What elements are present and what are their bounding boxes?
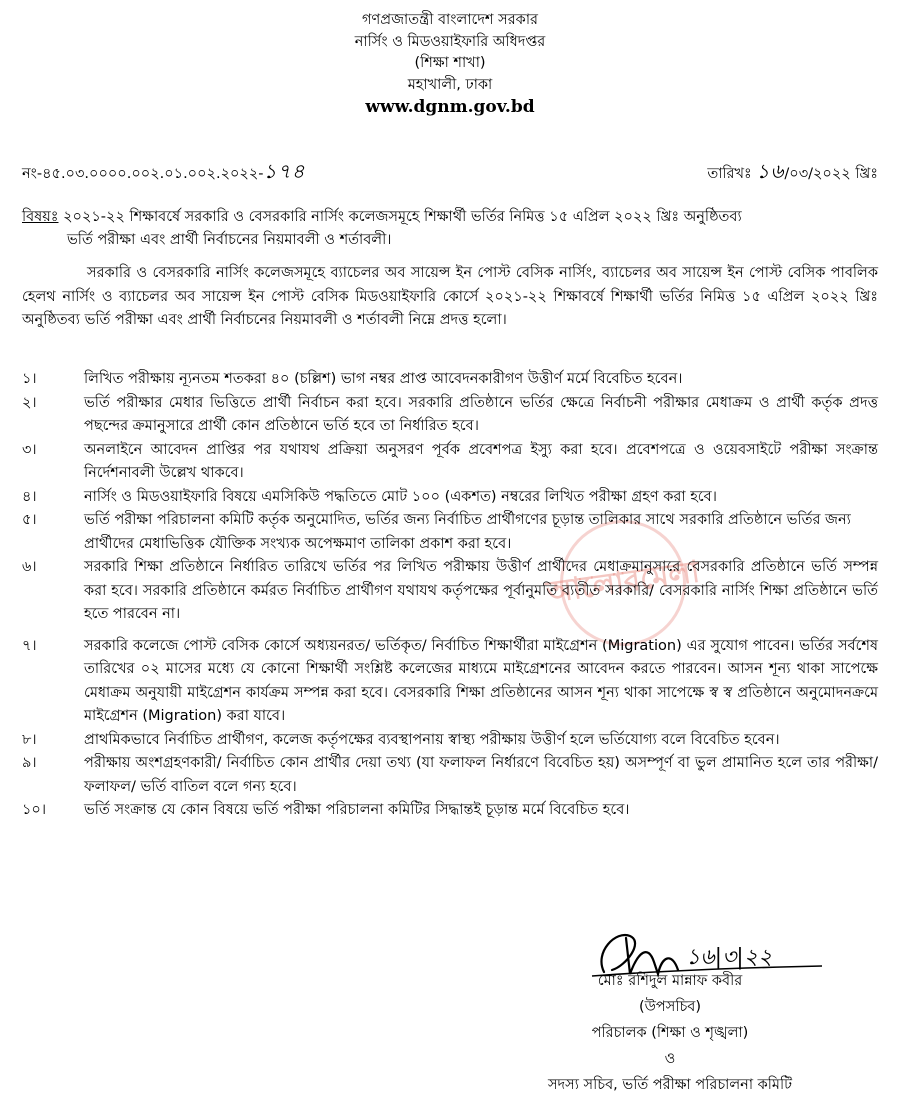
rule-item [22,635,878,729]
reference-number-printed: নং-৪৫.০৩.০০০০.০০২.০১.০০২.২০২২- [22,166,264,182]
rules-list [22,368,878,823]
rule-number: ২। [22,394,37,411]
rule-text-continued: প্রার্থীদের মেধাভিত্তিক যৌক্তিক সংখ্যক অপেক্ষমাণ তালিকা প্রকাশ করা হবে। [84,535,512,552]
signer-title-1: (উপসচিব) [638,999,702,1015]
rule-item [22,392,878,439]
signer-block [520,968,820,1098]
rule-number: ৬। [22,559,37,575]
reference-number [22,157,305,190]
rule-number: ৭। [22,637,37,654]
signer-name: মোঃ রশিদুল মান্নাফ কবীর [597,973,743,989]
rule-item [22,439,878,486]
rule-text: লিখিত পরীক্ষায় ন্যূনতম শতকরা ৪০ (চল্লিশ) ভাগ নম্বর প্রাপ্ত আবেদনকারীগণ উত্তীর্ণ মর্মে বিবেচিত হবেন। [84,371,683,387]
rule-number: ৫। [22,512,37,528]
rule-item [22,752,878,799]
rule-item [22,729,878,753]
directorate-name: নার্সিং ও মিডওয়াইফারি অধিদপ্তর [354,33,546,50]
rule-text: ভর্তি সংক্রান্ত যে কোন বিষয়ে ভর্তি পরীক্ষা পরিচালনা কমিটির সিদ্ধান্তই চূড়ান্ত মর্মে বিবেচিত হবে। [84,802,630,818]
signature-date: ১৬|৩|২২ [686,945,773,970]
date-label: তারিখঃ [707,166,752,182]
signer-and: ও [664,1051,676,1067]
section-name: (শিক্ষা শাখা) [414,55,486,71]
rule-item [22,556,878,627]
subject [22,206,878,252]
rule-text: ভর্তি পরীক্ষা পরিচালনা কমিটি কর্তৃক অনুমোদিত, ভর্তির জন্য নির্বাচিত প্রার্থীগণের চূড়ান্ত তালিকার সাথে সরকারি প্রতিষ্ঠানে ভর্তির জন্য [84,512,851,528]
rule-text: প্রাথমিকভাবে নির্বাচিত প্রার্থীগণ, কলেজ কর্তৃপক্ষের ব্যবস্থাপনায় স্বাস্থ্য পরীক্ষায় উত্তীর্ণ হলে ভর্তিযোগ্য বলে বিবেচিত হবেন। [84,731,780,748]
government-name: গণপ্রজাতন্ত্রী বাংলাদেশ সরকার [361,12,538,28]
issue-date [707,157,878,190]
reference-number-handwritten: ১৭৪ [263,159,306,183]
rule-text: সরকারি কলেজে পোস্ট বেসিক কোর্সে অধ্যয়নরত/ ভর্তিকৃত/ নির্বাচিত শিক্ষার্থীরা মাইগ্রেশন (Migration) এর সুযোগ পাবেন। ভর্তির সর্বশেষ তারিখের ০২ মাসের মধ্যে যে কোনো শিক্ষার্থী সংশ্লিষ্ট কলেজের মাধ্যমে মাইগ্রেশনের আবেদন করতে পারবেন। আসন শূন্য থাকা সাপেক্ষে মেধাক্রম অনুযায়ী মাইগ্রেশন কার্যক্রম সম্পন্ন করা হবে। বেসরকারি শিক্ষা প্রতিষ্ঠানের আসন শূন্য থাকা সাপেক্ষে স্ব স্ব প্রতিষ্ঠানে অনুমোদনক্রমে মাইগ্রেশন (Migration) করা যাবে। [84,637,878,724]
rule-item [22,486,878,510]
rule-item [22,509,878,556]
rule-number: ৮। [22,731,37,748]
website-link[interactable]: www.dgnm.gov.bd [365,97,535,117]
subject-line-1: ২০২১-২২ শিক্ষাবর্ষে সরকারি ও বেসরকারি নার্সিং কলেজসমূহে শিক্ষার্থী ভর্তির নিমিত্ত ১৫ এপ্রিল ২০২২ খ্রিঃ অনুষ্ঠিতব্য [58,209,742,225]
rule-number: ৪। [22,488,37,505]
rule-text: অনলাইনে আবেদন প্রাপ্তির পর যথাযথ প্রক্রিয়া অনুসরণ পূর্বক প্রবেশপত্র ইস্যু করা হবে। প্রবেশপত্রে ও ওয়েবসাইটে পরীক্ষা সংক্রান্ত নির্দেশনাবলী উল্লেখ থাকবে। [84,441,878,481]
signer-title-3: সদস্য সচিব, ভর্তি পরীক্ষা পরিচালনা কমিটি [547,1077,793,1093]
rule-text: পরীক্ষায় অংশগ্রহণকারী/ নির্বাচিত কোন প্রার্থীর দেয়া তথ্য (যা ফলাফল নির্ধারণে বিবেচিত হয়) অসম্পূর্ণ বা ভুল প্রামানিত হলে তার পরীক্ষা/ ফলাফল/ ভর্তি বাতিল বলে গন্য হবে। [84,755,878,795]
rule-number: ১। [22,371,37,387]
rule-item [22,799,878,823]
rule-number: ১০। [22,802,47,818]
rule-text: ভর্তি পরীক্ষার মেধার ভিত্তিতে প্রার্থী নির্বাচন করা হবে। সরকারি প্রতিষ্ঠানে ভর্তির ক্ষেত্রে নির্বাচনী পরীক্ষার মেধাক্রম ও প্রার্থী কর্তৃক প্রদত্ত পছন্দের ক্রমানুসারে প্রার্থী কোন প্রতিষ্ঠানে ভর্তি হবে তা নির্ধারিত হবে। [84,394,878,434]
rule-text: সরকারি শিক্ষা প্রতিষ্ঠানে নির্ধারিত তারিখে ভর্তির পর লিখিত পরীক্ষায় উত্তীর্ণ প্রার্থীদের মেধাক্রমানুসারে বেসরকারি প্রতিষ্ঠানে ভর্তি সম্পন্ন করা হবে। সরকারি প্রতিষ্ঠানে কর্মরত নির্বাচিত প্রার্থীগণ যথাযথ কর্তৃপক্ষের পূর্বানুমতি ব্যতীত সরকারি/ বেসরকারি নার্সিং শিক্ষা প্রতিষ্ঠানে ভর্তি হতে পারবেন না। [84,559,878,622]
rule-number: ৯। [22,755,37,771]
rule-number: ৩। [22,441,37,458]
rule-item [22,368,878,392]
letterhead [0,10,900,119]
date-rest: /০৩/২০২২ খ্রিঃ [784,166,878,182]
rule-text: নার্সিং ও মিডওয়াইফারি বিষয়ে এমসিকিউ পদ্ধতিতে মোট ১০০ (একশত) নম্বরের লিখিত পরীক্ষা গ্রহণ করা হবে। [84,488,717,505]
address: মহাখালী, ঢাকা [407,76,493,93]
intro-paragraph: সরকারি ও বেসরকারি নার্সিং কলেজসমূহে ব্যাচেলর অব সায়েন্স ইন পোস্ট বেসিক নার্সিং, ব্যাচেলর অব সায়েন্স ইন পোস্ট বেসিক পাবলিক হেলথ নার্সিং ও ব্যাচেলর অব সায়েন্স ইন পোস্ট বেসিক মিডওয়াইফারি কোর্সে ২০২১-২২ শিক্ষাবর্ষে শিক্ষার্থী ভর্তির নিমিত্ত ১৫ এপ্রিল ২০২২ খ্রিঃ অনুষ্ঠিতব্য ভর্তি পরীক্ষা এবং প্রার্থী নির্বাচনের নিয়মাবলী ও শর্তাবলী নিম্নে প্রদত্ত হলো। [22,265,878,328]
date-day-handwritten: ১৬ [756,159,785,183]
watermark-stamp: আলোরমেলা [552,512,694,654]
subject-line-2: ভর্তি পরীক্ষা এবং প্রার্থী নির্বাচনের নিয়মাবলী ও শর্তাবলী। [67,232,392,248]
subject-label: বিষয়ঃ [22,209,59,225]
signer-title-2: পরিচালক (শিক্ষা ও শৃঙ্খলা) [591,1025,749,1041]
